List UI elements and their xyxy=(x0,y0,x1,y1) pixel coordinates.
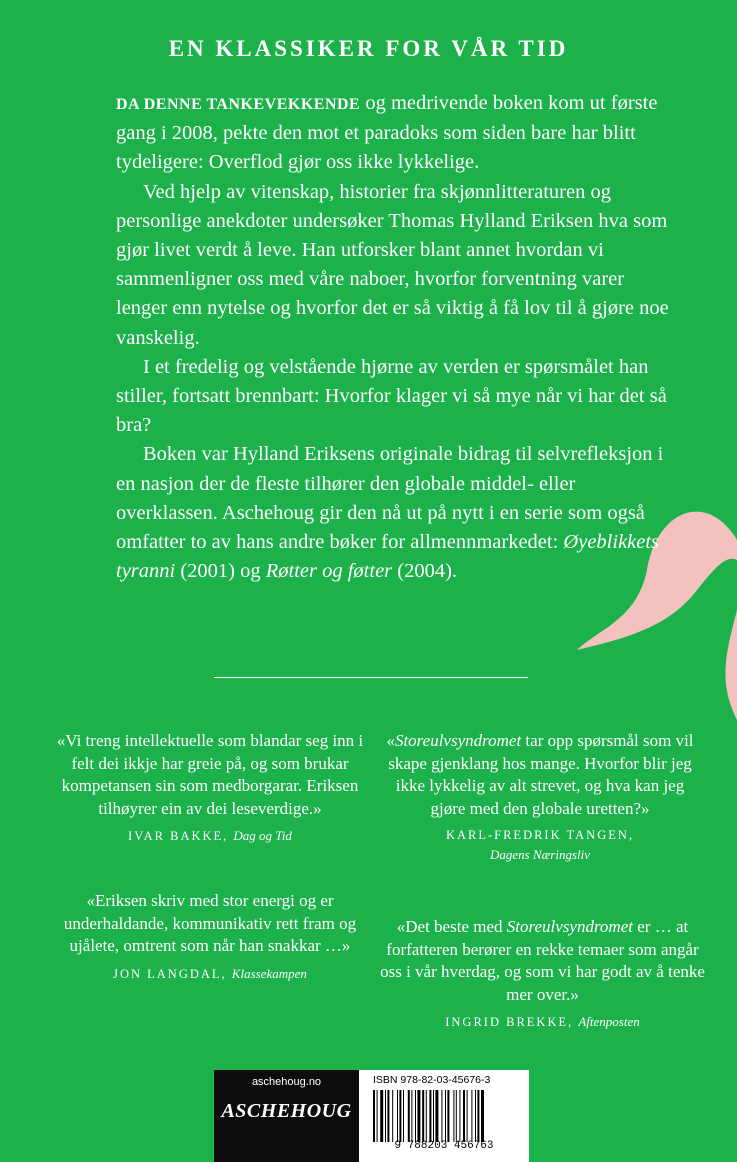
paragraph-3: I et fredelig og velstående hjørne av verden er spørsmålet han stiller, fortsatt brennbart: Hvorfor klager vi så mye når vi har det så bra? xyxy=(116,355,667,437)
barcode-stripe xyxy=(415,1090,416,1142)
quote-text: «Vi treng intellektuelle som blandar seg inn i felt dei ikkje har greie på, og som brukar kompetansen sin som medborgarar. Eriksen tilhøyrer ein av dei leseverdige.» xyxy=(56,731,364,818)
barcode-stripe xyxy=(373,1090,375,1142)
paragraph-4 xyxy=(116,440,676,586)
barcode-stripe xyxy=(411,1090,412,1142)
quote-open: « xyxy=(386,731,395,750)
quote-attribution xyxy=(50,966,370,982)
barcode-stripe xyxy=(408,1090,410,1142)
quote-body: er … at forfatteren berører en rekke temaer som angår oss i vår hverdag, og som vi har godt av å tenke mer over.» xyxy=(380,917,705,1004)
paragraph-1-text: og medrivende boken kom ut første gang i 2008, pekte den mot et paradoks som siden bare har blitt tydeligere: Overflod gjør oss ikke lykkelige. xyxy=(116,92,658,174)
barcode-stripe xyxy=(475,1090,476,1142)
barcode-stripe xyxy=(387,1090,389,1142)
quote-text xyxy=(375,916,710,1006)
quote-text xyxy=(380,730,700,820)
barcode-stripe xyxy=(445,1090,446,1142)
barcode-stripe xyxy=(453,1090,454,1142)
barcode-bars xyxy=(373,1090,523,1142)
paragraph-1 xyxy=(116,89,676,178)
barcode-stripe xyxy=(463,1090,465,1142)
publisher-url: aschehoug.no xyxy=(251,1076,322,1088)
blurb-text xyxy=(116,89,676,586)
publisher-logo-box xyxy=(214,1070,359,1162)
publisher-name: ASCHEHOUG xyxy=(221,1100,352,1122)
lead-in: DA DENNE TANKEVEKKENDE xyxy=(116,96,361,113)
barcode-digits: 9 788203 456763 xyxy=(394,1140,494,1152)
barcode-stripe xyxy=(459,1090,460,1142)
barcode-stripe xyxy=(392,1090,393,1142)
cover-heading: EN KLASSIKER FOR VÅR TID xyxy=(168,36,569,61)
book-title-2: Røtter og føtter xyxy=(265,560,393,583)
barcode-stripe xyxy=(435,1090,438,1142)
barcode-stripe xyxy=(481,1090,484,1142)
book-title-1: Øyeblikkets tyranni xyxy=(116,531,660,583)
barcode-stripe xyxy=(377,1090,378,1142)
review-quote-1 xyxy=(50,730,370,844)
barcode-stripe xyxy=(471,1090,472,1142)
barcode-stripe xyxy=(456,1090,457,1142)
quote-open: «Det beste med xyxy=(396,917,507,936)
quote-source: Aftenposten xyxy=(578,1014,640,1029)
quote-source: Klassekampen xyxy=(231,965,307,981)
quote-author: KARL-FREDRIK TANGEN, xyxy=(445,828,635,842)
quote-author: INGRID BREKKE, xyxy=(445,1015,574,1029)
quote-author: IVAR BAKKE, xyxy=(128,829,229,843)
quote-book-title: Storeulvsyndromet xyxy=(506,917,633,936)
review-quote-3 xyxy=(380,730,700,863)
quote-attribution xyxy=(50,828,370,844)
barcode-stripe xyxy=(447,1090,449,1142)
barcode-stripe xyxy=(429,1090,431,1142)
barcode-stripe xyxy=(399,1090,401,1142)
paragraph-4-text-a: Boken var Hylland Eriksens originale bidrag til selvrefleksjon i en nasjon der de fleste tilhører den globale middel- eller overklassen. Aschehoug gir den nå ut på nytt i en serie som også omfatter to av hans andre bøker for allmennmarkedet: xyxy=(116,443,664,554)
barcode-stripe xyxy=(403,1090,404,1142)
barcode-stripe xyxy=(380,1090,383,1142)
barcode-stripe xyxy=(433,1090,434,1142)
quote-attribution xyxy=(375,1014,710,1030)
paragraph-4-text-c: (2004). xyxy=(392,560,458,583)
quote-source xyxy=(380,847,700,863)
barcode-stripe xyxy=(426,1090,427,1142)
review-quote-4 xyxy=(375,916,710,1030)
barcode-stripe xyxy=(467,1090,468,1142)
barcode-stripe xyxy=(441,1090,442,1142)
barcode-stripe xyxy=(422,1090,424,1142)
quote-text: «Eriksen skriv med stor energi og er underhaldande, kommunikativ rett fram og ujålete, omtrent som når han snakkar …» xyxy=(63,891,357,955)
isbn-label: ISBN 978-82-03-45676-3 xyxy=(373,1074,491,1086)
paragraph-2: Ved hjelp av vitenskap, historier fra skjønnlitteraturen og personlige anekdoter undersøker Thomas Hylland Eriksen hva som gjør livet verdt å leve. Han utforsker blant annet hvordan vi sammenligner oss med våre naboer, hvorfor forventning varer lenger enn nytelse og hvorfor det er så viktig å få lov til å gjøre noe vanskelig. xyxy=(116,180,669,349)
quote-author: JON LANGDAL, xyxy=(113,966,227,981)
barcode-stripe xyxy=(397,1090,398,1142)
quote-body: tar opp spørsmål som vil skape gjenklang hos mange. Hvorfor blir jeg ikke lykkelig av alt strevet, og hva kan jeg gjøre med den globale uretten?» xyxy=(388,731,694,818)
barcode-stripe xyxy=(477,1090,479,1142)
barcode-stripe xyxy=(385,1090,386,1142)
quote-source-text: Dagens Næringsliv xyxy=(489,847,591,862)
review-quote-2 xyxy=(50,890,370,982)
quote-source: Dag og Tid xyxy=(233,828,292,843)
quote-book-title: Storeulvsyndromet xyxy=(394,731,522,750)
barcode-stripe xyxy=(417,1090,420,1142)
divider-line xyxy=(214,677,528,678)
isbn-barcode xyxy=(359,1070,529,1162)
paragraph-4-text-b: (2001) og xyxy=(175,560,266,583)
